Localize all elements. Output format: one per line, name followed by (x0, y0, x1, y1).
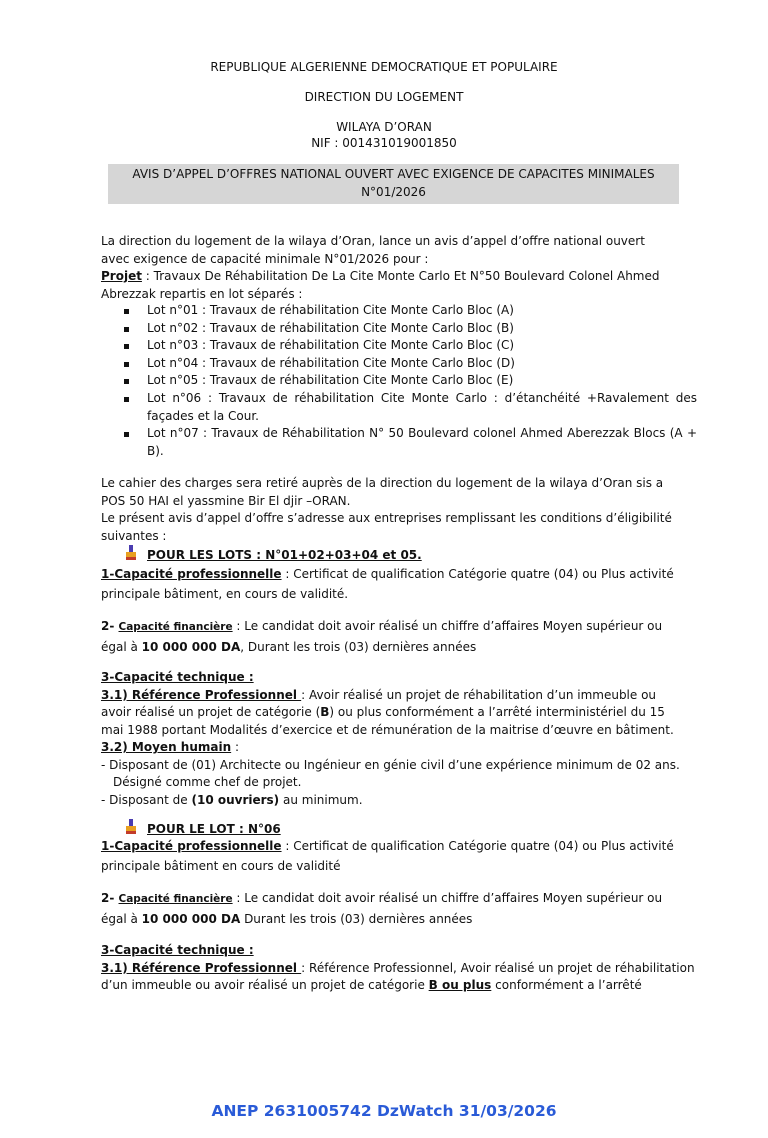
cahier-line2: POS 50 HAI el yassmine Bir El djir –ORAN. (101, 493, 351, 508)
cap-pro-line2: principale bâtiment en cours de validité (101, 858, 341, 873)
cap-fin-num: 2- (101, 891, 119, 905)
list-item-lot-05 (124, 372, 697, 390)
ref-line2-post: conformément a l’arrêté (491, 978, 642, 992)
ref-text: : Avoir réalisé un projet de réhabilitation d’un immeuble ou (301, 687, 657, 702)
section2-cap-fin (101, 890, 697, 928)
cap-pro-text: : Certificat de qualification Catégorie quatre (04) ou Plus activité (281, 567, 674, 581)
bullet-icon (124, 432, 129, 437)
moyen-label: 3.2) Moyen humain (101, 740, 232, 754)
ref-line2-post: ) ou plus conformément a l’arrêté interministériel du 15 (329, 705, 665, 719)
projet-label: Projet (101, 269, 142, 283)
cap-fin-text: : Le candidat doit avoir réalisé un chiffre d’affaires Moyen supérieur ou (232, 619, 663, 633)
cap-pro-label: 1-Capacité professionnelle (101, 839, 282, 853)
bullet-icon (124, 309, 129, 314)
ref-text: : Référence Professionnel, Avoir réalisé un projet de réhabilitation (301, 960, 695, 975)
ref-label: 3.1) Référence Professionnel (101, 687, 302, 702)
lot-text: Lot n°02 : Travaux de réhabilitation Cite Monte Carlo Bloc (B) (147, 321, 514, 335)
cahier-paragraph (101, 475, 697, 545)
lot-text: Lot n°04 : Travaux de réhabilitation Cite Monte Carlo Bloc (D) (147, 356, 515, 370)
cap-fin-label: Capacité financière (118, 893, 233, 905)
section1-cap-fin (101, 618, 697, 656)
lot-text: Lot n°01 : Travaux de réhabilitation Cite Monte Carlo Bloc (A) (147, 303, 514, 317)
cap-pro-label: 1-Capacité professionnelle (101, 567, 282, 581)
intro-line1: La direction du logement de la wilaya d’Oran, lance un avis d’appel d’offre national ouvert (101, 234, 645, 248)
section1-heading: POUR LES LOTS : N°01+02+03+04 et 05. (147, 548, 422, 562)
cahier-line3: Le présent avis d’appel d’offre s’adresse aux entreprises remplissant les conditions d’éligibilité (101, 511, 672, 525)
cap-fin-label: Capacité financière (118, 621, 233, 633)
section2-cap-tech (101, 942, 697, 995)
moyen-colon: : (231, 740, 239, 754)
moyen-line3-pre: - Disposant de (101, 792, 192, 807)
bullet-icon (124, 362, 129, 367)
list-item-lot-06 (124, 390, 697, 425)
lot-text: Lot n°07 : Travaux de Réhabilitation N° 50 Boulevard colonel Ahmed Aberezzak Blocs (A + B). (147, 426, 697, 458)
ref-line2-pre: avoir réalisé un projet de catégorie ( (101, 705, 321, 719)
cap-fin-pre: égal à (101, 911, 142, 926)
header-republic: REPUBLIQUE ALGERIENNE DEMOCRATIQUE ET POPULAIRE (210, 60, 558, 74)
pointing-hand-icon (124, 819, 138, 835)
list-item-lot-02 (124, 320, 697, 338)
list-item-lot-07 (124, 425, 697, 460)
moyen-line2: Désigné comme chef de projet. (113, 775, 302, 789)
title-banner (108, 164, 679, 204)
ref-line2-pre: d’un immeuble ou avoir réalisé un projet de catégorie (101, 978, 429, 992)
pointing-hand-icon (124, 545, 138, 561)
cap-fin-amount: 10 000 000 DA (141, 639, 241, 654)
cap-tech-label: 3-Capacité technique : (101, 670, 254, 684)
cap-fin-pre: égal à (101, 639, 142, 654)
lot-text: Lot n°03 : Travaux de réhabilitation Cite Monte Carlo Bloc (C) (147, 338, 515, 352)
bullet-icon (124, 327, 129, 332)
cap-tech-label: 3-Capacité technique : (101, 943, 254, 957)
ref-line3: mai 1988 portant Modalités d’exercice et de rémunération de la maitrise d’œuvre en bâtiment. (101, 722, 674, 737)
moyen-line3-b: (10 ouvriers) (191, 792, 280, 807)
lot-text: Lot n°06 : Travaux de réhabilitation Cite Monte Carlo : d’étanchéité +Ravalement des façades et la Cour. (147, 391, 697, 423)
banner-line1: AVIS D’APPEL D’OFFRES NATIONAL OUVERT AVEC EXIGENCE DE CAPACITES MINIMALES (132, 167, 655, 181)
moyen-line3-post: au minimum. (279, 792, 363, 807)
bullet-icon (124, 344, 129, 349)
banner-line2: N°01/2026 (361, 185, 426, 199)
bullet-icon (124, 379, 129, 384)
ref-label: 3.1) Référence Professionnel (101, 960, 302, 975)
cap-fin-post: , Durant les trois (03) dernières années (240, 639, 477, 654)
projet-line2: Abrezzak repartis en lot séparés : (101, 286, 303, 301)
list-item-lot-03 (124, 337, 697, 355)
ref-line2-b: B ou plus (428, 978, 492, 992)
section2-cap-pro (101, 838, 697, 875)
intro-paragraph (101, 233, 697, 303)
cahier-line4: suivantes : (101, 528, 167, 543)
moyen-line1: - Disposant de (01) Architecte ou Ingénieur en génie civil d’une expérience minimum de 02 ans. (101, 757, 680, 772)
header-wilaya: WILAYA D’ORAN (336, 120, 432, 134)
header-direction: DIRECTION DU LOGEMENT (304, 90, 464, 104)
section2-heading: POUR LE LOT : N°06 (147, 822, 281, 836)
list-item-lot-01 (124, 302, 697, 320)
lot-text: Lot n°05 : Travaux de réhabilitation Cite Monte Carlo Bloc (E) (147, 373, 514, 387)
section1-cap-tech (101, 669, 697, 809)
cap-pro-text: : Certificat de qualification Catégorie quatre (04) ou Plus activité (281, 839, 674, 853)
cap-fin-num: 2- (101, 619, 119, 633)
bullet-icon (124, 397, 129, 402)
projet-line (101, 268, 697, 286)
list-item-lot-04 (124, 355, 697, 373)
cahier-line1: Le cahier des charges sera retiré auprès de la direction du logement de la wilaya d’Oran sis a (101, 476, 664, 490)
cap-fin-text: : Le candidat doit avoir réalisé un chiffre d’affaires Moyen supérieur ou (232, 891, 663, 905)
cap-fin-post: Durant les trois (03) dernières années (240, 911, 473, 926)
cap-fin-amount: 10 000 000 DA (141, 911, 241, 926)
header-nif: NIF : 001431019001850 (311, 136, 457, 150)
intro-line2: avec exigence de capacité minimale N°01/2026 pour : (101, 251, 429, 266)
ref-line2-b: B (320, 705, 330, 719)
cap-pro-line2: principale bâtiment, en cours de validité. (101, 586, 349, 601)
footer-reference: ANEP 2631005742 DzWatch 31/03/2026 (211, 1102, 557, 1120)
projet-text: : Travaux De Réhabilitation De La Cite Monte Carlo Et N°50 Boulevard Colonel Ahmed (141, 269, 660, 283)
section1-cap-pro (101, 566, 697, 603)
